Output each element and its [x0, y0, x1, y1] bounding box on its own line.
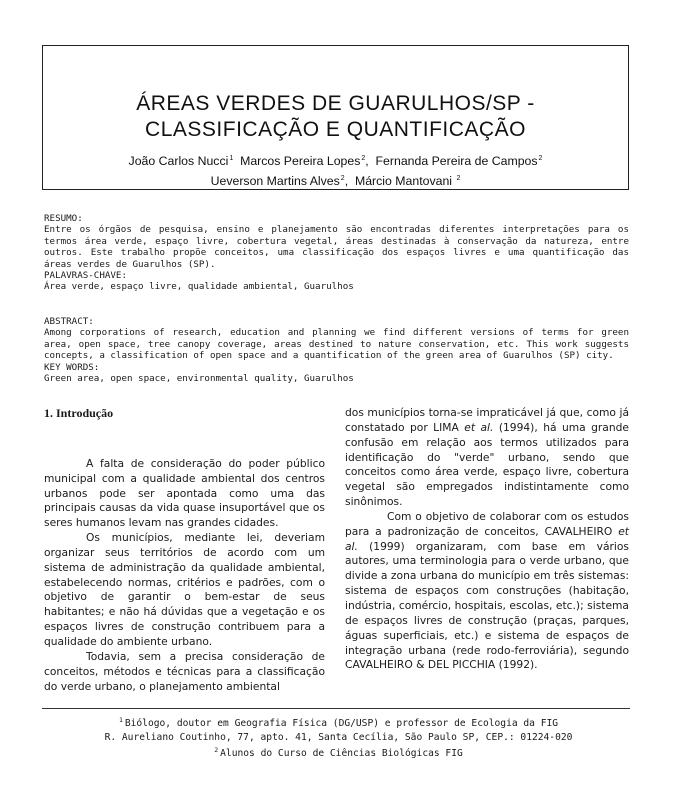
abstract-block [44, 316, 629, 384]
title-line-2: CLASSIFICAÇÃO E QUANTIFICAÇÃO [145, 118, 526, 141]
affiliation-mark: 2 [538, 155, 543, 162]
affiliation-mark: 2 [456, 175, 461, 182]
paragraph: Os municípios, mediante lei, deveriam organizar seus territórios de acordo com um sistema de administração da qualidade ambiental, estabelecendo normas, critérios e padrões, com o objetivo de garantir o bem-estar de seus habitantes; e não há dúvidas que a vegetação e os espaços livres de construção contribuem para a qualidade do ambiente urbano. [44, 531, 325, 648]
palavras-chave: Área verde, espaço livre, qualidade ambiental, Guarulhos [44, 281, 354, 293]
footnote-1 [40, 714, 637, 731]
right-column [345, 406, 629, 673]
resumo-label: RESUMO: [44, 213, 83, 224]
authors [43, 150, 628, 190]
paragraph [345, 510, 629, 673]
text-run: dos municípios torna-se impraticável já que, como já constatado por LIMA [345, 406, 629, 434]
paragraph: Todavia, sem a precisa consideração de conceitos, métodos e técnicas para a classificação do verde urbano, o planejamento ambiental [44, 649, 325, 693]
title-line-1: ÁREAS VERDES DE GUARULHOS/SP - [136, 92, 535, 115]
article-title [43, 91, 628, 143]
footnote-2 [40, 744, 637, 761]
address: R. Aureliano Coutinho, 77, apto. 41, Santa Cecília, São Paulo SP, CEP.: 01224-020 [104, 731, 573, 743]
author-name: Márcio Mantovani [354, 174, 453, 188]
author-name: Fernanda Pereira de Campos [375, 154, 538, 168]
key-words-label: KEY WORDS: [44, 361, 100, 373]
footnote-separator [42, 708, 630, 709]
paragraph: A falta de consideração do poder público municipal com a qualidade ambiental dos centros urbanos pode ser apontada como uma das principais causas da vida quase insuportável que os seres humanos levam nas grandes cidades. [44, 456, 325, 530]
footnote-text: Biólogo, doutor em Geografia Física (DG/USP) e professor de Ecologia da FIG [124, 718, 559, 729]
affiliation-mark: 2 [340, 175, 345, 182]
footnote-mark: 1 [118, 716, 123, 724]
paragraph [345, 406, 629, 510]
footnotes [40, 714, 637, 761]
footnote-mark: 2 [214, 746, 219, 754]
text-run: (1994), há uma grande confusão em relação aos termos utilizados para identificação do "verde" urbano, sendo que conceitos como área verde, espaço livre, cobertura vegetal são empregados indistintamente como sinônimos. [345, 420, 629, 509]
text-run: (1999) organizaram, com base em vários autores, uma terminologia para o verde urbano, que divide a zona urbana do município em três sistemas: sistema de espaços com construções (habitação, indústria, comércio, hospitais, escolas, etc.); sistema de espaços livres de construção (praças, parques, águas superficiais, etc.) e sistema de espaços de integração urbana (rede rodo-ferroviária), segundo CAVALHEIRO & DEL PICCHIA (1992). [345, 539, 629, 672]
et-al: et al. [464, 420, 494, 434]
key-words: Green area, open space, environmental quality, Guarulhos [44, 373, 354, 385]
affiliation-mark: 2 [361, 155, 366, 162]
authors-line-1 [43, 150, 628, 170]
abstract-text: Among corporations of research, education and planning we find different versions of terms for green area, open space, tree canopy coverage, areas destined to nature conservation, etc. This work suggests concepts, a classification of open space and a quantification of the green area of Guarulhos (SP) city. [44, 327, 629, 362]
resumo-text: Entre os órgãos de pesquisa, ensino e planejamento são encontradas diferentes interpretações para os termos área verde, espaço livre, cobertura vegetal, áreas destinadas à conservação da natureza, entre outros. Este trabalho propõe conceitos, uma classificação dos espaços livres e uma quantificação das áreas verdes de Guarulhos (SP). [44, 224, 629, 270]
resumo-block [44, 213, 629, 293]
author-name: Marcos Pereira Lopes [240, 154, 361, 168]
et-al: et al. [345, 524, 629, 553]
affiliation-mark: 1 [229, 155, 234, 162]
author-name: João Carlos Nucci [128, 154, 229, 168]
authors-line-2 [43, 170, 628, 190]
author-separator: , [344, 174, 349, 188]
abstract-label: ABSTRACT: [44, 316, 94, 327]
section-heading: 1. Introdução [44, 406, 114, 420]
left-column [44, 406, 325, 694]
author-separator: , [365, 154, 369, 168]
title-box [42, 45, 629, 190]
footnote-text: Alunos do Curso de Ciências Biológicas FIG [220, 748, 463, 759]
palavras-chave-label: PALAVRAS-CHAVE: [44, 270, 127, 282]
author-name: Ueverson Martins Alves [210, 174, 340, 188]
text-run: Com o objetivo de colaborar com os estudos para a padronização de conceitos, CAVALHEIRO [345, 509, 629, 538]
